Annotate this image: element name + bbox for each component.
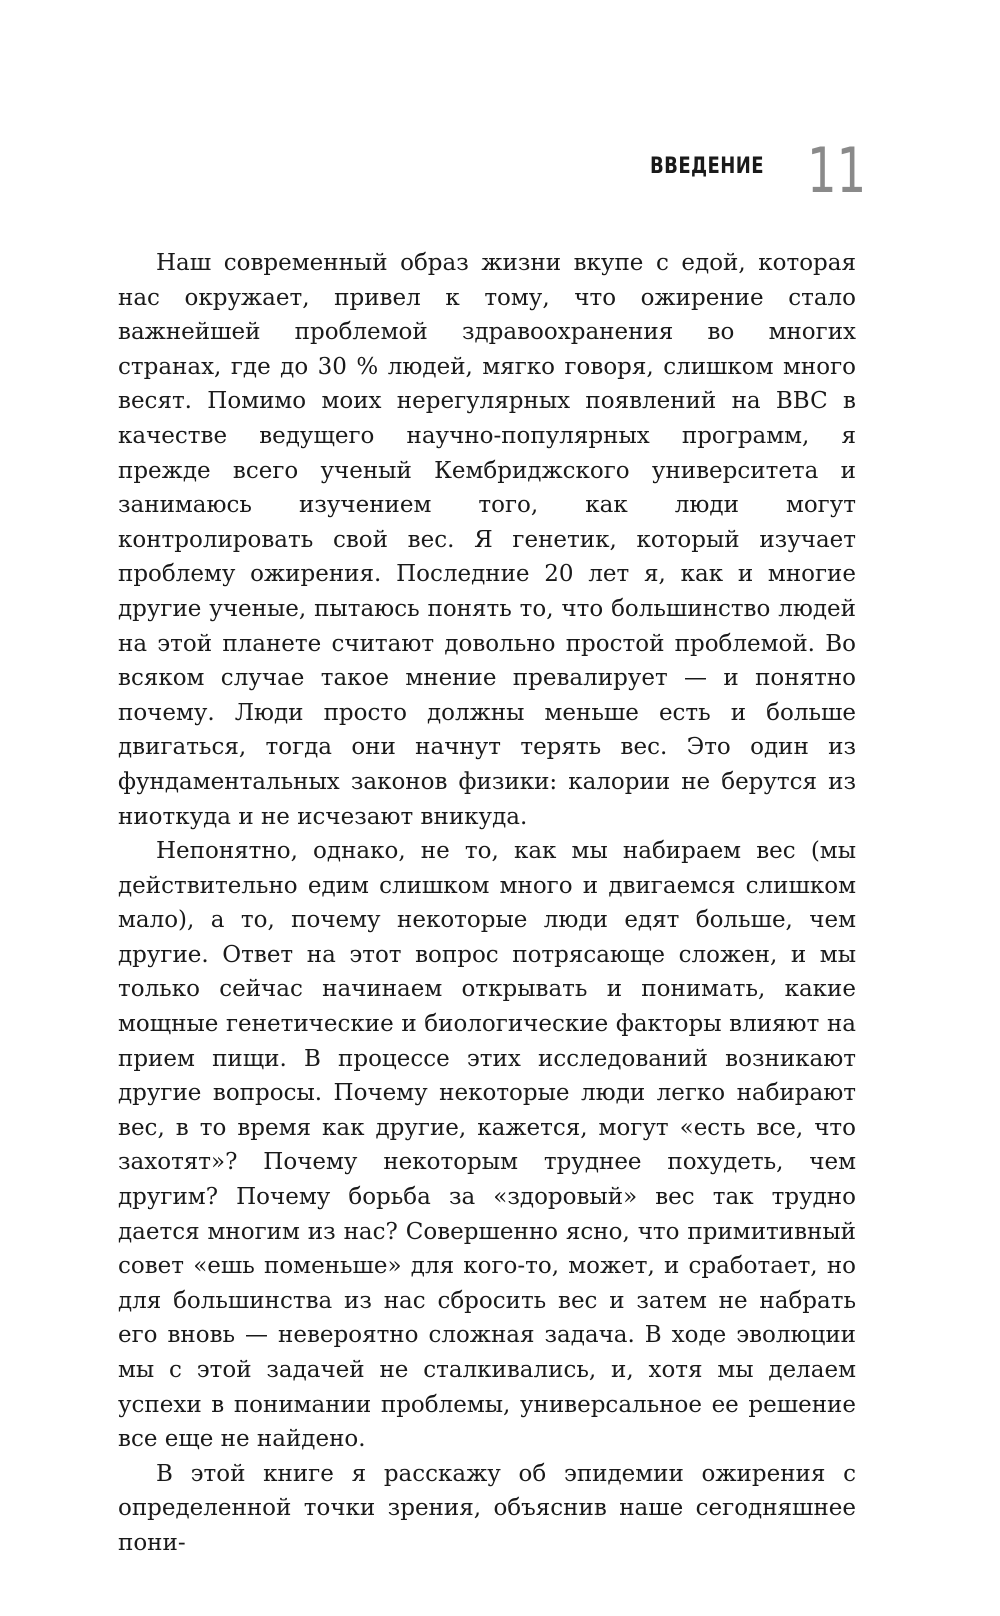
paragraph: В этой книге я расскажу об эпидемии ожирения с определенной точки зрения, объяснив наше сегодняшнее пони- [118, 1460, 856, 1556]
running-header [0, 134, 1000, 220]
page-number: 11 [807, 134, 867, 207]
body-text [118, 246, 856, 1561]
paragraph: Непонятно, однако, не то, как мы набираем вес (мы действительно едим слишком много и двигаемся слишком мало), а то, почему некоторые люди едят больше, чем другие. Ответ на этот вопрос потрясающе сложен, и мы только сейчас начинаем открывать и понимать, какие мощные генетические и биологические факторы влияют на прием пищи. В процессе этих исследований возникают другие вопросы. Почему некоторые люди легко набирают вес, в то время как другие, кажется, могут «есть все, что захотят»? Почему некоторым труднее похудеть, чем другим? Почему борьба за «здоровый» вес так трудно дается многим из нас? Совершенно ясно, что примитивный совет «ешь поменьше» для кого-то, может, и сработает, но для большинства из нас сбросить вес и затем не набрать его вновь — невероятно сложная задача. В ходе эволюции мы с этой задачей не сталкивались, и, хотя мы делаем успехи в понимании проблемы, универсальное ее решение все еще не найдено. [118, 838, 856, 1453]
chapter-title: ВВЕДЕНИЕ [650, 154, 765, 179]
paragraph: Наш современный образ жизни вкупе с едой, которая нас окружает, привел к тому, что ожирение стало важнейшей проблемой здравоохранения во многих странах, где до 30 % людей, мягко говоря, слишком много весят. Помимо моих нерегулярных появлений на BBC в качестве ведущего научно-популярных программ, я прежде всего ученый Кембриджского университета и занимаюсь изучением того, как люди могут контролировать свой вес. Я генетик, который изучает проблему ожирения. Последние 20 лет я, как и многие другие ученые, пытаюсь понять то, что большинство людей на этой планете считают довольно простой проблемой. Во всяком случае такое мнение превалирует — и понятно почему. Люди просто должны меньше есть и больше двигаться, тогда они начнут терять вес. Это один из фундаментальных законов физики: калории не берутся из ниоткуда и не исчезают вникуда. [118, 250, 856, 830]
